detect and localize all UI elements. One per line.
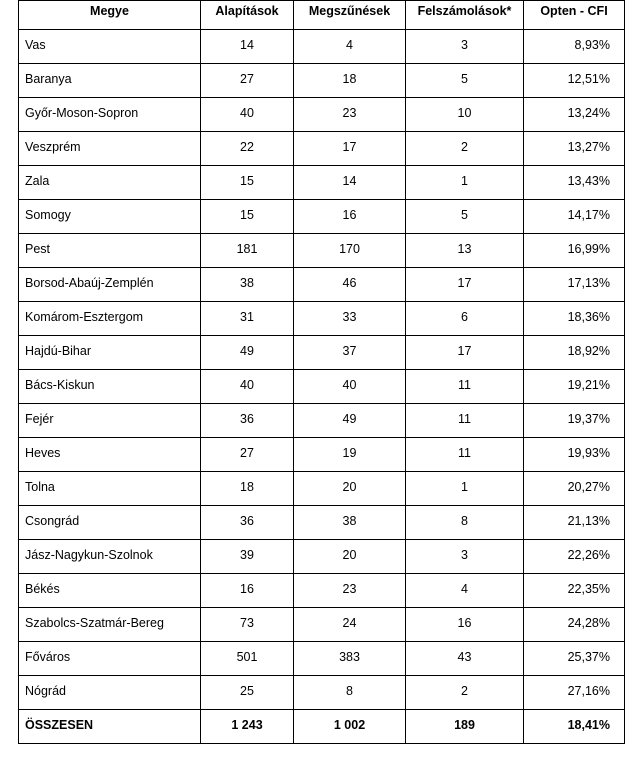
cell-megye: Nógrád [19, 676, 201, 710]
cell-felszamolasok: 13 [406, 234, 524, 268]
cell-opten-cfi: 8,93% [524, 30, 625, 64]
cell-megszunesek: 170 [294, 234, 406, 268]
cell-opten-cfi: 17,13% [524, 268, 625, 302]
cell-megszunesek: 40 [294, 370, 406, 404]
cell-opten-cfi: 18,36% [524, 302, 625, 336]
header-opten-cfi: Opten - CFI [524, 1, 625, 30]
table-row [19, 302, 625, 336]
table-row [19, 166, 625, 200]
cell-opten-cfi: 13,43% [524, 166, 625, 200]
table-row [19, 132, 625, 166]
cell-felszamolasok: 5 [406, 64, 524, 98]
cell-alapitasok: 36 [201, 506, 294, 540]
cell-megye: Pest [19, 234, 201, 268]
cell-megye: Győr-Moson-Sopron [19, 98, 201, 132]
cell-felszamolasok: 43 [406, 642, 524, 676]
header-megye: Megye [19, 1, 201, 30]
cell-megszunesek: 37 [294, 336, 406, 370]
cell-felszamolasok: 11 [406, 404, 524, 438]
total-felszamolasok: 189 [406, 710, 524, 744]
cell-alapitasok: 16 [201, 574, 294, 608]
cell-felszamolasok: 1 [406, 472, 524, 506]
cell-alapitasok: 73 [201, 608, 294, 642]
header-row [19, 1, 625, 30]
cell-felszamolasok: 16 [406, 608, 524, 642]
cell-felszamolasok: 6 [406, 302, 524, 336]
cell-opten-cfi: 13,27% [524, 132, 625, 166]
cell-opten-cfi: 22,35% [524, 574, 625, 608]
cell-megszunesek: 383 [294, 642, 406, 676]
cell-alapitasok: 27 [201, 438, 294, 472]
cell-megye: Jász-Nagykun-Szolnok [19, 540, 201, 574]
cell-megszunesek: 19 [294, 438, 406, 472]
cell-megye: Zala [19, 166, 201, 200]
table-row [19, 642, 625, 676]
table-row [19, 540, 625, 574]
cell-megye: Komárom-Esztergom [19, 302, 201, 336]
cell-opten-cfi: 19,93% [524, 438, 625, 472]
cell-opten-cfi: 12,51% [524, 64, 625, 98]
cell-alapitasok: 15 [201, 166, 294, 200]
cell-opten-cfi: 24,28% [524, 608, 625, 642]
table-container [18, 0, 625, 744]
total-alapitasok: 1 243 [201, 710, 294, 744]
cell-felszamolasok: 3 [406, 30, 524, 64]
cell-megye: Borsod-Abaúj-Zemplén [19, 268, 201, 302]
cell-opten-cfi: 19,37% [524, 404, 625, 438]
cell-megye: Vas [19, 30, 201, 64]
cell-megye: Hajdú-Bihar [19, 336, 201, 370]
cell-alapitasok: 27 [201, 64, 294, 98]
cell-megszunesek: 46 [294, 268, 406, 302]
table-row [19, 268, 625, 302]
total-megszunesek: 1 002 [294, 710, 406, 744]
table-row [19, 234, 625, 268]
cell-opten-cfi: 13,24% [524, 98, 625, 132]
cell-megszunesek: 38 [294, 506, 406, 540]
table-row [19, 438, 625, 472]
cell-megszunesek: 49 [294, 404, 406, 438]
cell-felszamolasok: 17 [406, 336, 524, 370]
cell-felszamolasok: 2 [406, 132, 524, 166]
total-row [19, 710, 625, 744]
cell-megye: Főváros [19, 642, 201, 676]
cell-megszunesek: 18 [294, 64, 406, 98]
cell-opten-cfi: 27,16% [524, 676, 625, 710]
cell-alapitasok: 49 [201, 336, 294, 370]
table-row [19, 676, 625, 710]
cell-megszunesek: 20 [294, 540, 406, 574]
cell-alapitasok: 14 [201, 30, 294, 64]
cell-felszamolasok: 8 [406, 506, 524, 540]
cell-megszunesek: 33 [294, 302, 406, 336]
table-row [19, 506, 625, 540]
table-row [19, 336, 625, 370]
cell-megye: Békés [19, 574, 201, 608]
cell-felszamolasok: 4 [406, 574, 524, 608]
cell-megszunesek: 4 [294, 30, 406, 64]
cell-megszunesek: 23 [294, 98, 406, 132]
table-row [19, 370, 625, 404]
cell-megye: Bács-Kiskun [19, 370, 201, 404]
header-felszamolasok: Felszámolások* [406, 1, 524, 30]
cell-megszunesek: 17 [294, 132, 406, 166]
cell-megye: Veszprém [19, 132, 201, 166]
table-row [19, 608, 625, 642]
cell-opten-cfi: 21,13% [524, 506, 625, 540]
cell-alapitasok: 39 [201, 540, 294, 574]
cell-megszunesek: 16 [294, 200, 406, 234]
cell-alapitasok: 40 [201, 98, 294, 132]
cell-felszamolasok: 1 [406, 166, 524, 200]
cell-alapitasok: 31 [201, 302, 294, 336]
total-opten-cfi: 18,41% [524, 710, 625, 744]
cell-megszunesek: 24 [294, 608, 406, 642]
cell-megye: Heves [19, 438, 201, 472]
table-row [19, 98, 625, 132]
cell-opten-cfi: 14,17% [524, 200, 625, 234]
cell-alapitasok: 38 [201, 268, 294, 302]
cell-felszamolasok: 11 [406, 438, 524, 472]
cell-alapitasok: 25 [201, 676, 294, 710]
table-row [19, 64, 625, 98]
table-row [19, 200, 625, 234]
cell-alapitasok: 181 [201, 234, 294, 268]
cell-megszunesek: 14 [294, 166, 406, 200]
header-alapitasok: Alapítások [201, 1, 294, 30]
cell-opten-cfi: 19,21% [524, 370, 625, 404]
cell-megye: Tolna [19, 472, 201, 506]
cell-alapitasok: 15 [201, 200, 294, 234]
cell-felszamolasok: 17 [406, 268, 524, 302]
cell-megszunesek: 20 [294, 472, 406, 506]
cell-megye: Fejér [19, 404, 201, 438]
header-megszunesek: Megszűnések [294, 1, 406, 30]
cell-felszamolasok: 3 [406, 540, 524, 574]
cell-megye: Csongrád [19, 506, 201, 540]
cell-opten-cfi: 25,37% [524, 642, 625, 676]
total-label: ÖSSZESEN [19, 710, 201, 744]
cell-alapitasok: 18 [201, 472, 294, 506]
cell-alapitasok: 501 [201, 642, 294, 676]
cell-alapitasok: 36 [201, 404, 294, 438]
cell-alapitasok: 40 [201, 370, 294, 404]
cell-megszunesek: 8 [294, 676, 406, 710]
cell-opten-cfi: 18,92% [524, 336, 625, 370]
cell-megye: Somogy [19, 200, 201, 234]
cell-felszamolasok: 2 [406, 676, 524, 710]
table-body [19, 30, 625, 710]
table-row [19, 574, 625, 608]
cell-megye: Baranya [19, 64, 201, 98]
county-statistics-table [18, 0, 625, 744]
cell-opten-cfi: 22,26% [524, 540, 625, 574]
table-row [19, 30, 625, 64]
cell-felszamolasok: 5 [406, 200, 524, 234]
table-row [19, 472, 625, 506]
table-row [19, 404, 625, 438]
cell-alapitasok: 22 [201, 132, 294, 166]
cell-opten-cfi: 20,27% [524, 472, 625, 506]
cell-felszamolasok: 10 [406, 98, 524, 132]
cell-megszunesek: 23 [294, 574, 406, 608]
cell-felszamolasok: 11 [406, 370, 524, 404]
cell-opten-cfi: 16,99% [524, 234, 625, 268]
cell-megye: Szabolcs-Szatmár-Bereg [19, 608, 201, 642]
